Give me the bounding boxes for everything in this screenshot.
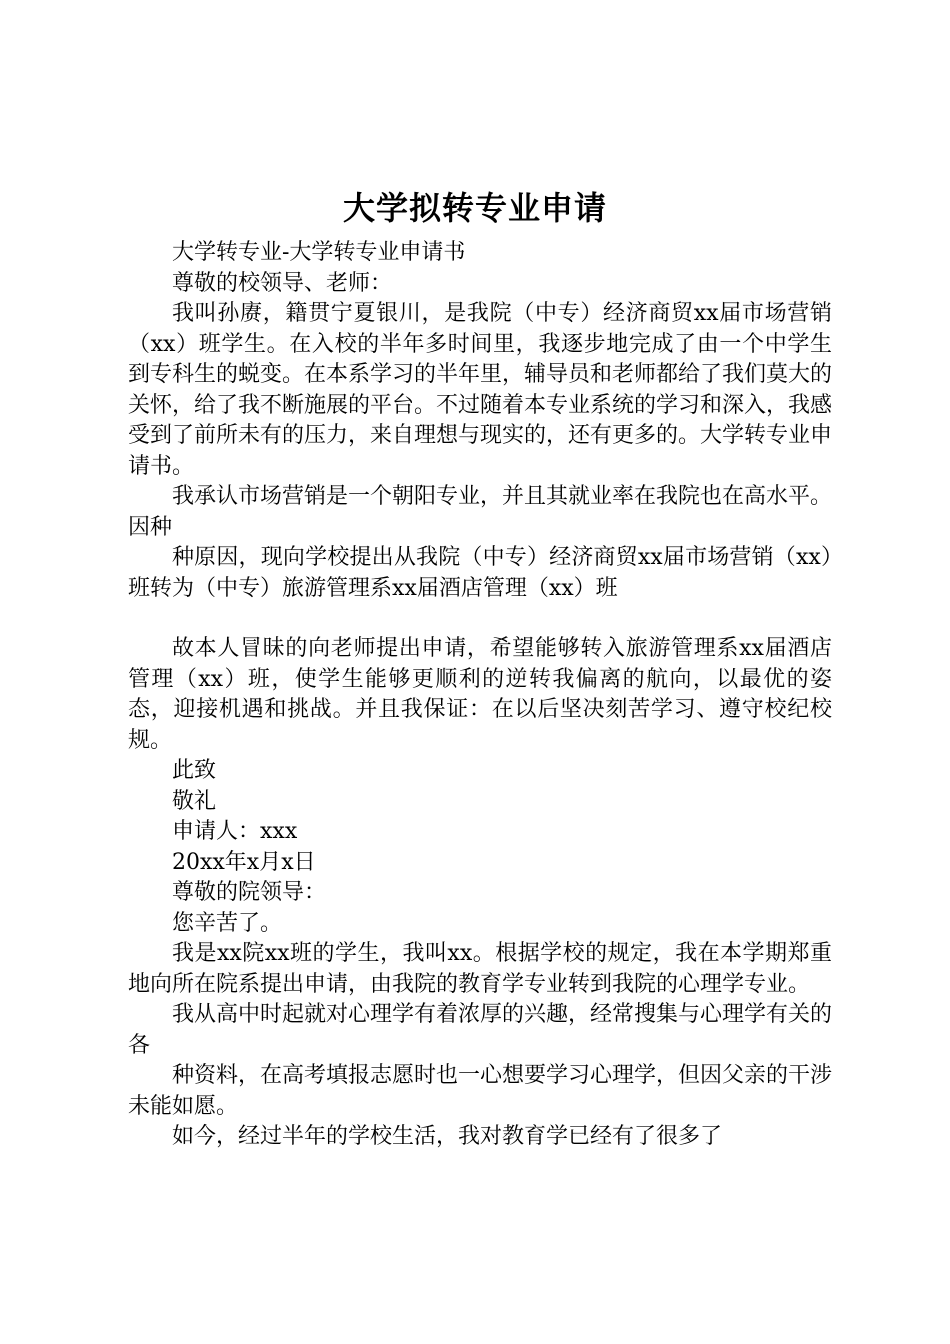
- paragraph-salutation-2: 尊敬的院领导：: [172, 880, 327, 905]
- paragraph-subtitle: 大学转专业-大学转专业申请书: [172, 240, 466, 265]
- paragraph-applicant: 申请人：xxx: [172, 819, 298, 844]
- document-body: [128, 238, 832, 1153]
- document-title: 大学拟转专业申请: [342, 189, 607, 227]
- paragraph-closing-2: 敬礼: [172, 788, 217, 814]
- paragraph-hope: 故本人冒昧的向老师提出申请，希望能够转入旅游管理系xx届酒店管理（xx）班，使学生能够更顺利的逆转我偏离的航向，以最优的姿态，迎接机遇和挑战。并且我保证：在以后坚决刻苦学习、遵守校纪校规。: [128, 636, 832, 753]
- paragraph-closing-1: 此致: [172, 758, 217, 783]
- paragraph-salutation: 尊敬的校领导、老师：: [172, 270, 393, 296]
- paragraph-interest: 我从高中时起就对心理学有着浓厚的兴趣，经常搜集与心理学有关的各: [128, 1002, 833, 1058]
- paragraph-admission: 我承认市场营销是一个朝阳专业，并且其就业率在我院也在高水平。因种: [128, 484, 833, 540]
- paragraph-now: 如今，经过半年的学校生活，我对教育学已经有了很多了: [172, 1124, 723, 1149]
- paragraph-transfer-request: 种原因，现向学校提出从我院（中专）经济商贸xx届市场营销（xx）班转为（中专）旅游管理系xx届酒店管理（xx）班: [128, 545, 832, 601]
- paragraph-materials: 种资料，在高考填报志愿时也一心想要学习心理学，但因父亲的干涉未能如愿。: [128, 1063, 833, 1119]
- paragraph-introduction: 我叫孙赓，籍贯宁夏银川，是我院（中专）经济商贸xx届市场营销（xx）班学生。在入校的半年多时间里，我逐步地完成了由一个中学生到专科生的蜕变。在本系学习的半年里，辅导员和老师都给了我们莫大的关怀，给了我不断施展的平台。不过随着本专业系统的学习和深入，我感受到了前所未有的压力，来自理想与现实的，还有更多的。大学转专业申请书。: [128, 301, 833, 479]
- paragraph-student-intro: 我是xx院xx班的学生，我叫xx。根据学校的规定，我在本学期郑重地向所在院系提出申请，由我院的教育学专业转到我院的心理学专业。: [128, 941, 832, 997]
- paragraph-greeting: 您辛苦了。: [172, 910, 283, 936]
- paragraph-date: 20xx年x月x日: [172, 849, 316, 875]
